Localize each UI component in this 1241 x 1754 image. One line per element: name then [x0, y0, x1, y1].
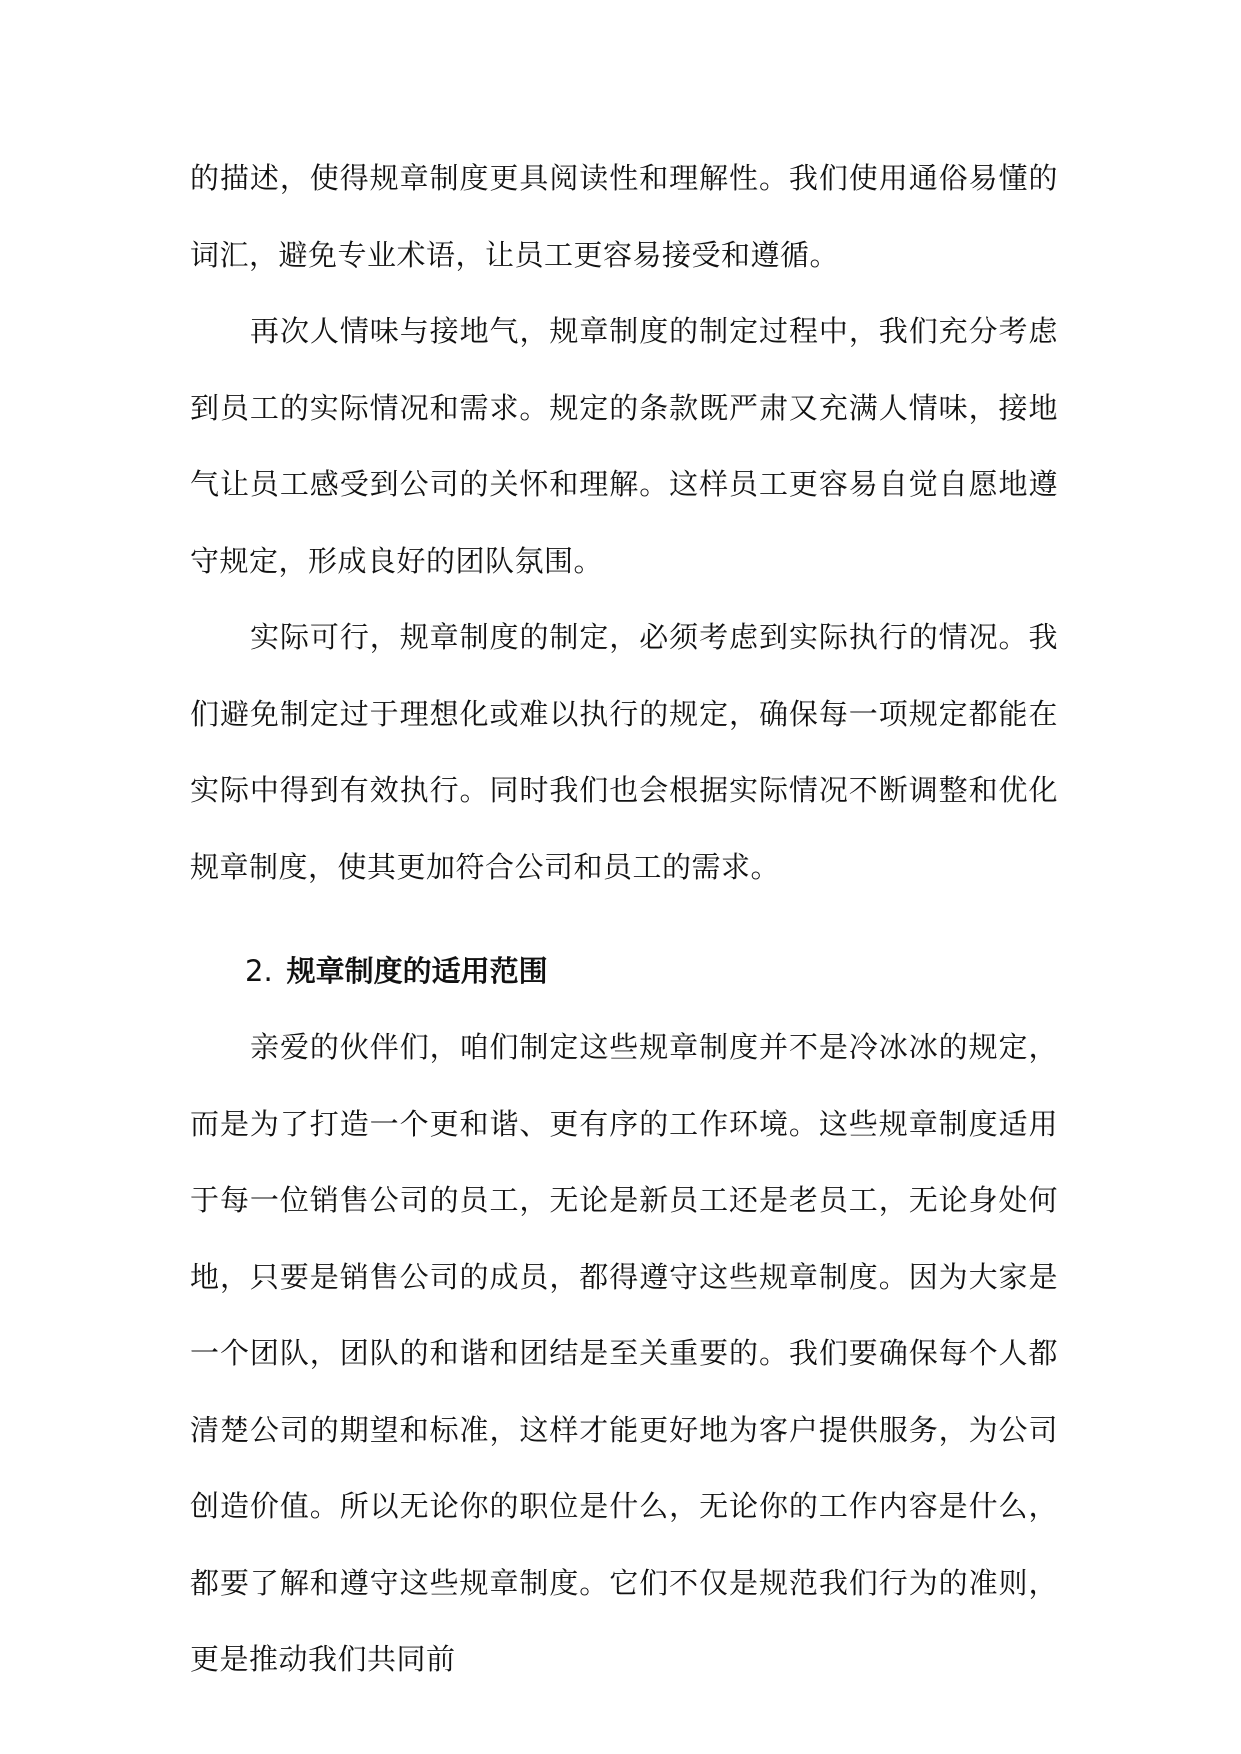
- paragraph-continued: 的描述，使得规章制度更具阅读性和理解性。我们使用通俗易懂的词汇，避免专业术语，让员工更容易接受和遵循。: [190, 161, 1058, 272]
- paragraph-practical: 实际可行，规章制度的制定，必须考虑到实际执行的情况。我们避免制定过于理想化或难以执行的规定，确保每一项规定都能在实际中得到有效执行。同时我们也会根据实际情况不断调整和优化规章制度，使其更加符合公司和员工的需求。: [190, 620, 1058, 884]
- paragraph-scope: 亲爱的伙伴们，咱们制定这些规章制度并不是冷冰冰的规定，而是为了打造一个更和谐、更有序的工作环境。这些规章制度适用于每一位销售公司的员工，无论是新员工还是老员工，无论身处何地，只要是销售公司的成员，都得遵守这些规章制度。因为大家是一个团队，团队的和谐和团结是至关重要的。我们要确保每个人都清楚公司的期望和标准，这样才能更好地为客户提供服务，为公司创造价值。所以无论你的职位是什么，无论你的工作内容是什么，都要了解和遵守这些规章制度。它们不仅是规范我们行为的准则，更是推动我们共同前: [190, 1030, 1058, 1676]
- paragraph-human-touch: 再次人情味与接地气，规章制度的制定过程中，我们充分考虑到员工的实际情况和需求。规定的条款既严肃又充满人情味，接地气让员工感受到公司的关怀和理解。这样员工更容易自觉自愿地遵守规定，形成良好的团队氛围。: [190, 314, 1058, 578]
- document-body: [190, 140, 1058, 1698]
- section-title: 规章制度的适用范围: [286, 954, 548, 988]
- section-heading: [190, 933, 1058, 1009]
- section-number: 2.: [245, 954, 273, 988]
